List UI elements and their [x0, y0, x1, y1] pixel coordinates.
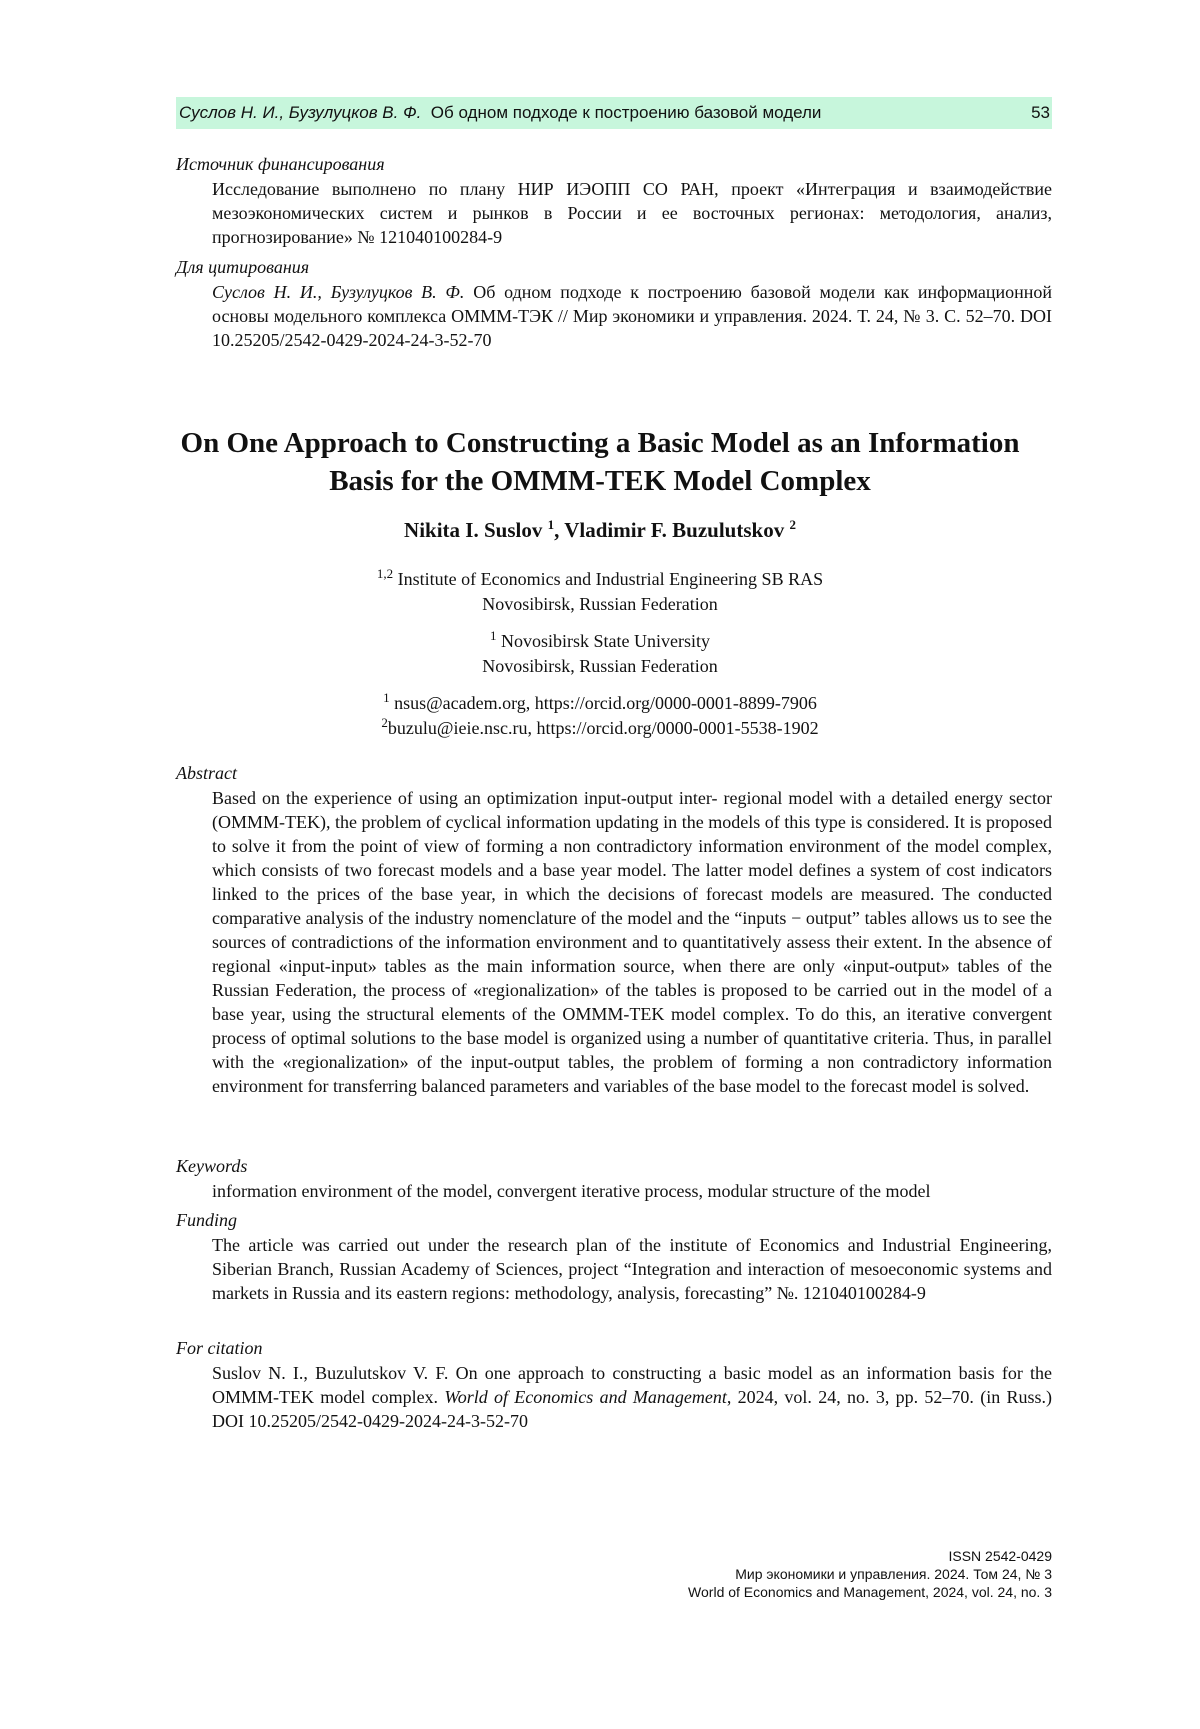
affiliation-2-line-1 [150, 629, 1050, 654]
abstract-text: Based on the experience of using an optimization input-output inter- regional model with a detailed energy sector (OMMM-TEK), the problem of cyclical information updating in the models of this type is considered. It is proposed to solve it from the point of view of forming a non contradictory information environment of the model complex, which consists of two forecast models and a base year model. The latter model defines a system of cost indicators linked to the prices of the base year, in which the decisions of forecast models are measured. The conducted comparative analysis of the industry nomenclature of the model and the “inputs − output” tables allows us to see the sources of contradictions of the information environment and to quantitatively assess their extent. In the absence of regional «input-input» tables as the main information source, when there are only «input-output» tables of the Russian Federation, the process of «regionalization» of the tables is proposed to be carried out in the model of a base year, using the structural elements of the OMMM-TEK model complex. To do this, an iterative convergent process of optimal solutions to the base model is organized using a number of quantitative criteria. Thus, in parallel with the «regionalization» of the input-output tables, the problem of forming a non contradictory information environment for transferring balanced parameters and variables of the base model to the forecast model is solved. [212, 788, 1052, 1096]
contact-1-sup: 1 [383, 690, 390, 705]
article-title-line-1: On One Approach to Constructing a Basic Model as an Information [180, 427, 1020, 459]
running-header-authors: Суслов Н. И., Бузулуцков В. Ф. [179, 103, 422, 122]
affiliation-1-location: Novosibirsk, Russian Federation [482, 594, 718, 614]
abstract-section [176, 761, 1052, 1098]
affiliation-1-line-1 [150, 567, 1050, 592]
author-1-name: Nikita I. Suslov [404, 518, 543, 542]
citation-text-end: , 2024, vol. 24, no. 3, pp. 52–70. (in Russ.) DOI 10.25205/2542-0429-2024-24-3-52-70 [212, 1387, 1052, 1431]
contacts [150, 691, 1050, 741]
ru-funding-label: Источник финансирования [176, 154, 385, 174]
citation-section [176, 1336, 1052, 1433]
abstract-label: Abstract [176, 763, 237, 783]
article-title-line-2: Basis for the OMMM-TEK Model Complex [329, 465, 871, 497]
citation-text [212, 1361, 1052, 1433]
citation-text-start: Suslov N. I., Buzulutskov V. F. On one approach to constructing a basic model as an information basis for the OMMM-TEK model complex. [212, 1363, 1052, 1407]
affiliation-2 [150, 629, 1050, 679]
running-header-title: Об одном подходе к построению базовой модели [430, 103, 822, 122]
ru-citation-body: Об одном подходе к построению базовой модели как информационной основы модельного комплекса ОМММ-ТЭК // Мир экономики и управления. 2024. Т. 24, № 3. С. 52–70. DOI 10.25205/2542-0429-2024-24-3-52-70 [212, 282, 1052, 350]
ru-citation-label: Для цитирования [176, 257, 310, 277]
citation-label: For citation [176, 1338, 263, 1358]
article-title [150, 424, 1050, 500]
funding-section [176, 1208, 1052, 1305]
author-2-sup: 2 [789, 517, 796, 532]
contact-2-sup: 2 [381, 715, 388, 730]
footer-issn: ISSN 2542-0429 [948, 1548, 1052, 1564]
footer-ru-journal: Мир экономики и управления. 2024. Том 24, № 3 [735, 1566, 1052, 1582]
keywords-section [176, 1154, 1052, 1203]
contact-2 [150, 716, 1050, 741]
affiliation-2-name: Novosibirsk State University [501, 631, 710, 651]
keywords-label: Keywords [176, 1156, 248, 1176]
running-header-text [179, 103, 821, 123]
contact-2-text: buzulu@ieie.nsc.ru, https://orcid.org/0000-0001-5538-1902 [387, 718, 819, 738]
footer-en-journal: World of Economics and Management, 2024, vol. 24, no. 3 [688, 1584, 1052, 1600]
funding-text: The article was carried out under the research plan of the institute of Economics and Industrial Engineering, Siberian Branch, Russian Academy of Sciences, project “Integration and interaction of mesoeconomic systems and markets in Russia and its eastern regions: methodology, analysis, forecasting” №. 121040100284-9 [212, 1235, 1052, 1303]
keywords-text: information environment of the model, convergent iterative process, modular structure of the model [212, 1181, 931, 1201]
citation-journal: World of Economics and Management [444, 1387, 727, 1407]
contact-1 [150, 691, 1050, 716]
contact-1-text: nsus@academ.org, https://orcid.org/0000-0001-8899-7906 [394, 693, 817, 713]
ru-funding-section [176, 152, 1052, 249]
affiliation-2-sup: 1 [490, 628, 497, 643]
affiliation-1-name: Institute of Economics and Industrial Engineering SB RAS [397, 569, 824, 589]
ru-citation-text [212, 280, 1052, 352]
running-header [176, 97, 1052, 129]
affiliation-1-sup: 1,2 [376, 566, 394, 581]
page-number: 53 [1031, 103, 1050, 122]
affiliation-2-location: Novosibirsk, Russian Federation [482, 656, 718, 676]
article-authors: Nikita I. Suslov $^1$, Vladimir F. Buzulutskov $^2$ [404, 517, 796, 542]
affiliation-1 [150, 567, 1050, 617]
author-1-sup: 1 [547, 517, 555, 532]
author-2-name: Vladimir F. Buzulutskov [564, 518, 785, 542]
funding-label: Funding [176, 1210, 237, 1230]
ru-funding-text: Исследование выполнено по плану НИР ИЭОПП СО РАН, проект «Интеграция и взаимодействие мезоэкономических систем и рынков в России и ее восточных регионах: методология, анализ, прогнозирование» № 121040100284-9 [212, 179, 1052, 247]
ru-citation-section [176, 255, 1052, 352]
page-footer [688, 1547, 1052, 1601]
ru-citation-authors: Суслов Н. И., Бузулуцков В. Ф. [212, 282, 465, 302]
